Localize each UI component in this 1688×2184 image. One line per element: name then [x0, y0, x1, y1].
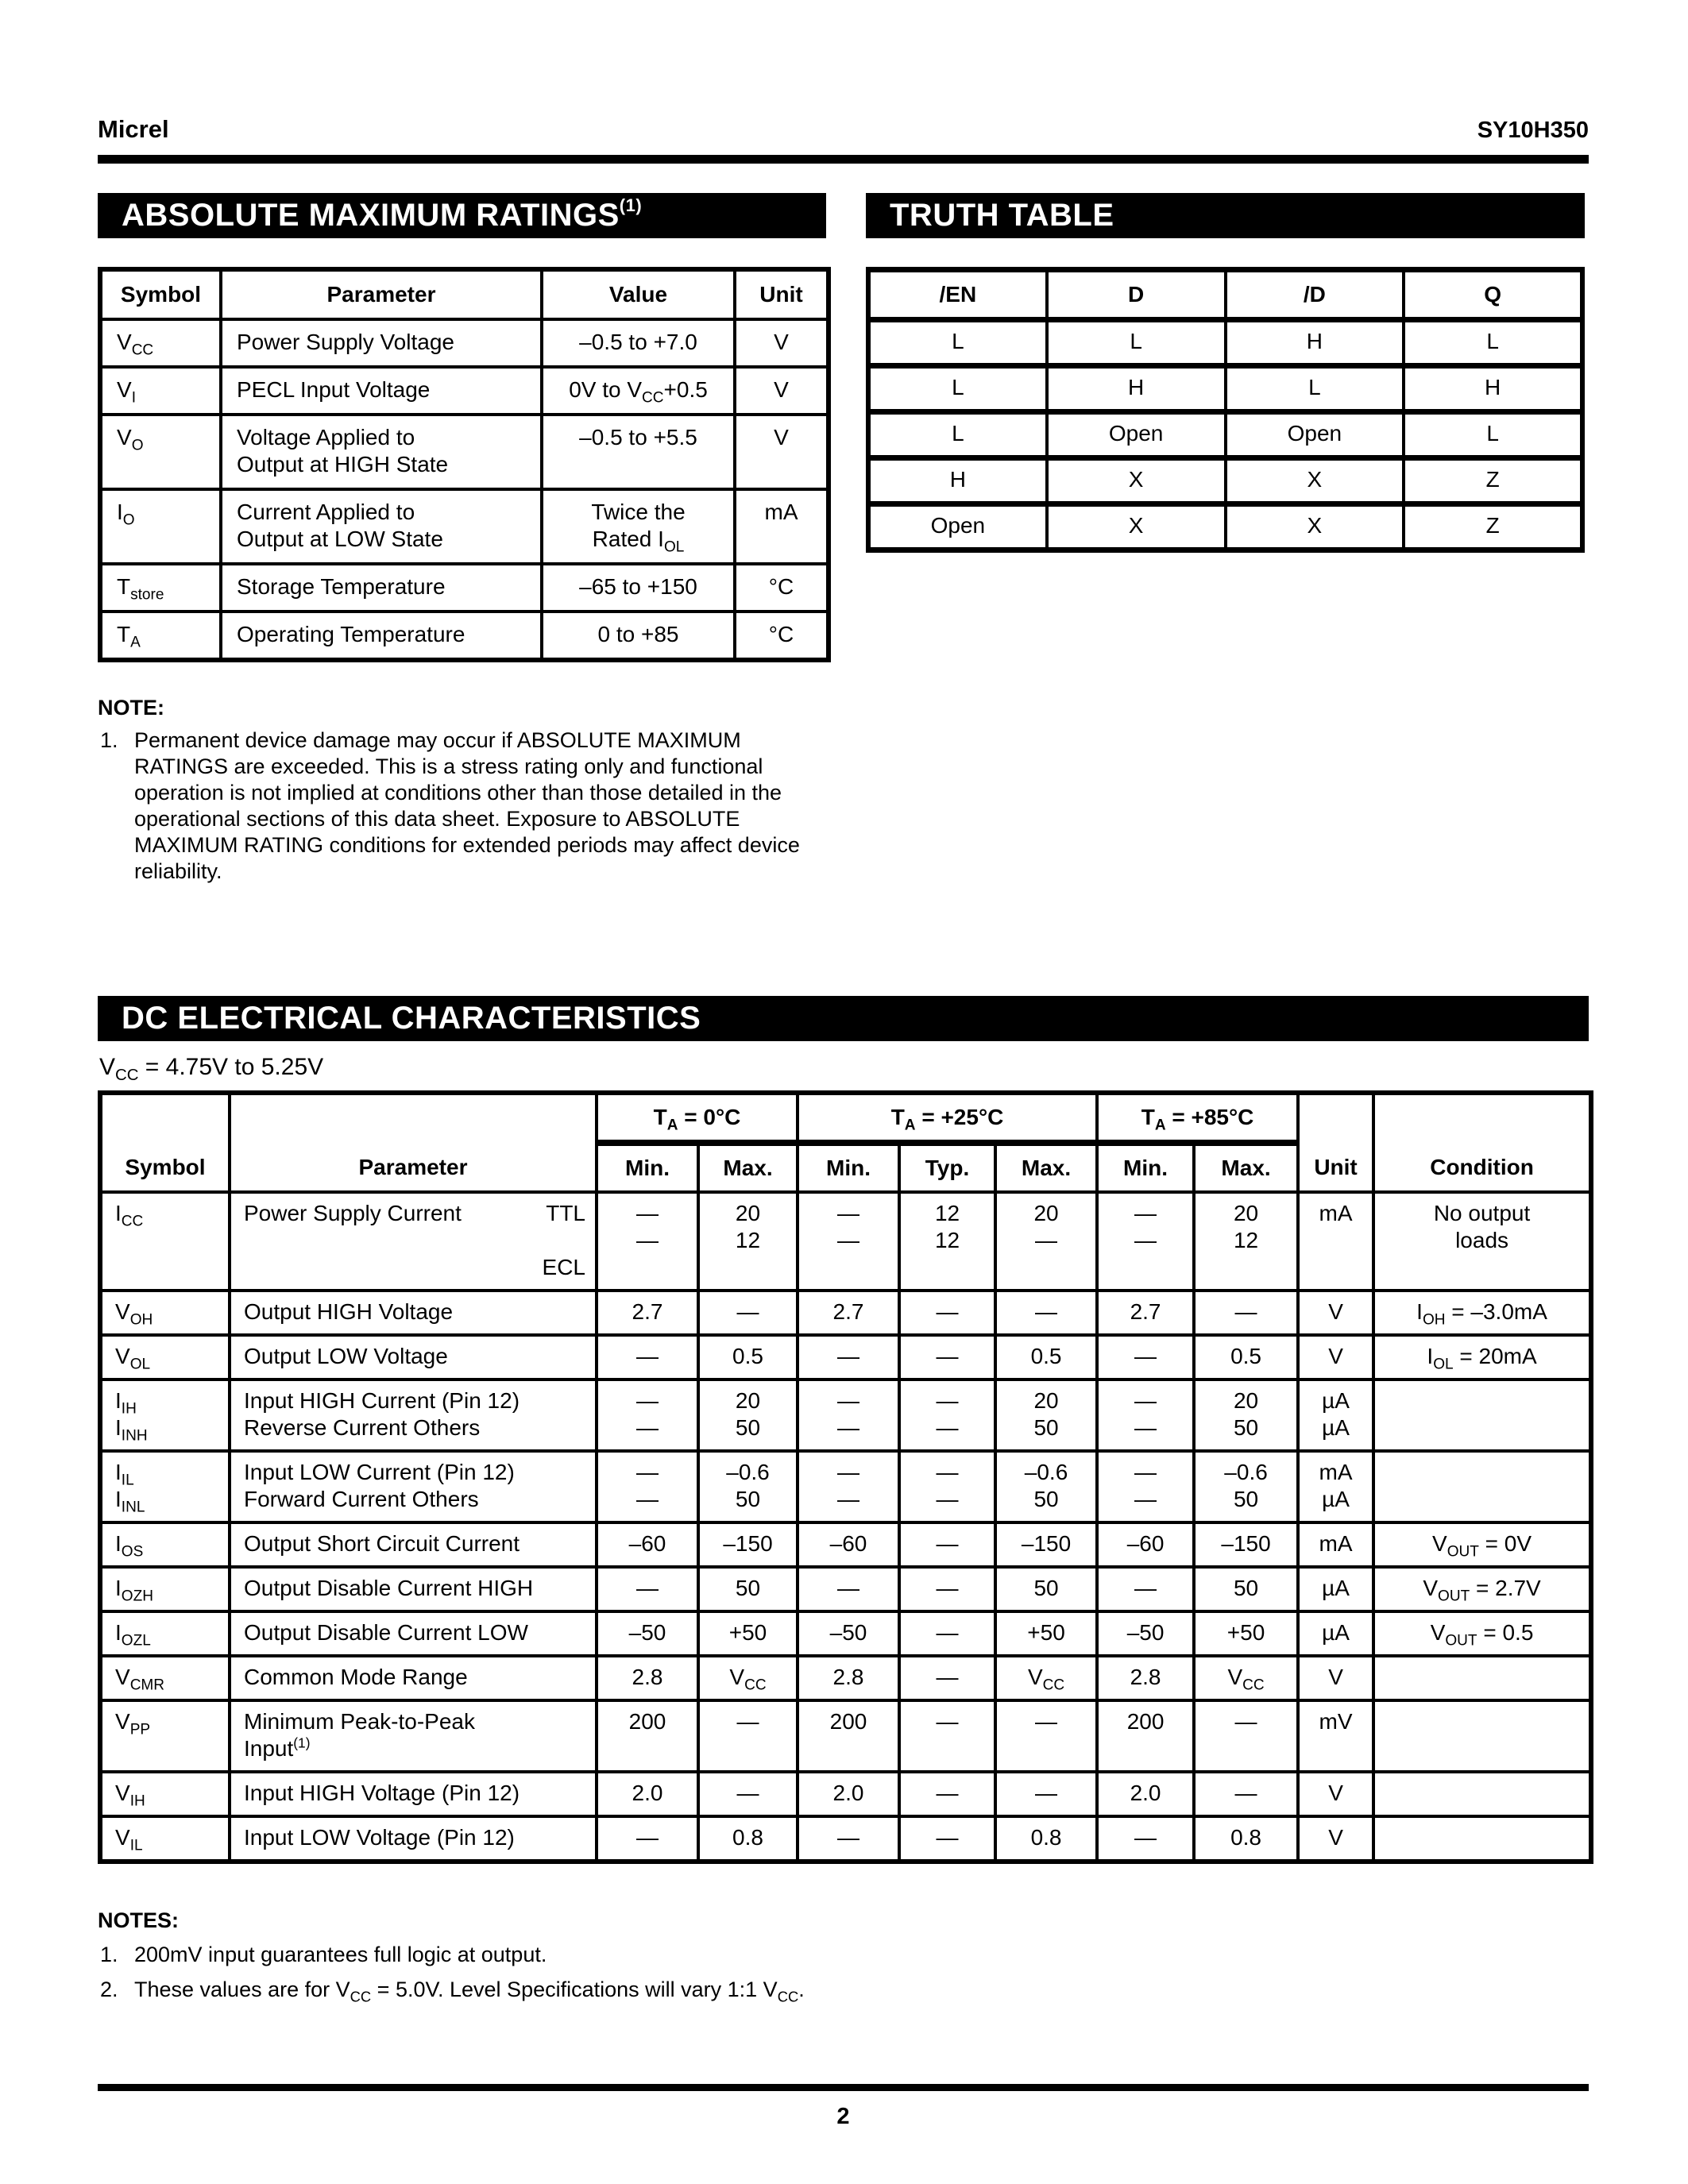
table-row	[868, 366, 1582, 412]
cell-max0: $V_{CC}$	[698, 1656, 798, 1700]
cell-symbol: $T_{store}$	[100, 564, 221, 612]
cell-max0: 20 12	[698, 1192, 798, 1291]
table-row	[100, 1192, 1591, 1291]
column-header-value: Value	[542, 269, 735, 319]
dc-characteristics-section	[98, 996, 1589, 2003]
cell-typ25: —	[899, 1772, 995, 1816]
cell-max25: 0.8	[995, 1816, 1097, 1862]
table-row	[868, 412, 1582, 458]
note-number: 1.	[100, 728, 118, 752]
cell-max85: 50	[1194, 1567, 1298, 1611]
cell-parameter: Minimum Peak-to-Peak Input$^{(1)}$	[230, 1700, 597, 1772]
table-row	[100, 489, 829, 564]
dc-table-header	[100, 1093, 1591, 1192]
cell-max0: +50	[698, 1611, 798, 1656]
subheader-min-0c: Min.	[597, 1143, 698, 1192]
table-row	[100, 612, 829, 660]
temp-group-85c: $T_A = +85^\circ C$	[1097, 1093, 1298, 1143]
absolute-maximum-table-header	[100, 269, 829, 319]
cell-min0: — —	[597, 1379, 698, 1451]
cell-symbol: $I_{IH}$ $I_{INH}$	[100, 1379, 230, 1451]
cell-min0: –50	[597, 1611, 698, 1656]
cell-dn: X	[1226, 504, 1404, 550]
cell-min25: — —	[798, 1192, 899, 1291]
cell-max85: 0.5	[1194, 1335, 1298, 1379]
cell-typ25: —	[899, 1522, 995, 1567]
table-row	[100, 1772, 1591, 1816]
part-number: SY10H350	[1477, 118, 1589, 143]
cell-d: L	[1047, 320, 1226, 366]
absolute-maximum-title: ABSOLUTE MAXIMUM RATINGS$^{(1)}$	[122, 195, 643, 233]
cell-min25: 2.8	[798, 1656, 899, 1700]
note-number: 2.	[100, 1978, 118, 2001]
cell-min0: 2.7	[597, 1291, 698, 1335]
cell-symbol: $I_{IL}$ $I_{INL}$	[100, 1451, 230, 1522]
cell-value: Twice the Rated $I_{OL}$	[542, 489, 735, 564]
table-row	[100, 1656, 1591, 1700]
note-title: NOTE:	[98, 696, 164, 720]
cell-unit: °C	[735, 612, 829, 660]
subheader-min-25c: Min.	[798, 1143, 899, 1192]
cell-parameter: Output LOW Voltage	[230, 1335, 597, 1379]
document-header	[98, 0, 1589, 144]
cell-min0: —	[597, 1816, 698, 1862]
cell-min85: –50	[1097, 1611, 1194, 1656]
cell-parameter: Power Supply Current TTL ECL	[230, 1192, 597, 1291]
cell-unit: mA µA	[1298, 1451, 1373, 1522]
cell-parameter: Input HIGH Voltage (Pin 12)	[230, 1772, 597, 1816]
cell-min85: — —	[1097, 1451, 1194, 1522]
cell-value: 0 to +85	[542, 612, 735, 660]
dc-table-body	[100, 1192, 1591, 1862]
cell-min25: —	[798, 1567, 899, 1611]
table-row	[868, 320, 1582, 366]
cell-min0: — —	[597, 1192, 698, 1291]
temp-group-25c: $T_A = +25^\circ C$	[798, 1093, 1097, 1143]
cell-parameter: Storage Temperature	[221, 564, 542, 612]
subheader-max-25c: Max.	[995, 1143, 1097, 1192]
truth-table-title-bar	[866, 193, 1585, 238]
cell-max25: —	[995, 1772, 1097, 1816]
cell-unit: V	[1298, 1291, 1373, 1335]
cell-condition	[1373, 1772, 1591, 1816]
cell-min0: –60	[597, 1522, 698, 1567]
header-rule	[98, 155, 1589, 164]
dc-condition-line: $V_{CC} = 4.75V$ to 5.25V	[99, 1054, 324, 1084]
cell-parameter: Output Short Circuit Current	[230, 1522, 597, 1567]
cell-max25: 50	[995, 1567, 1097, 1611]
cell-condition: No output loads	[1373, 1192, 1591, 1291]
cell-min0: 200	[597, 1700, 698, 1772]
cell-typ25: 12 12	[899, 1192, 995, 1291]
cell-min25: — —	[798, 1451, 899, 1522]
cell-parameter: Common Mode Range	[230, 1656, 597, 1700]
table-row	[100, 1335, 1591, 1379]
cell-q: Z	[1404, 458, 1582, 504]
cell-max25: +50	[995, 1611, 1097, 1656]
cell-max0: —	[698, 1772, 798, 1816]
table-row	[100, 1379, 1591, 1451]
column-header-condition: Condition	[1373, 1093, 1591, 1192]
cell-unit: µA µA	[1298, 1379, 1373, 1451]
cell-condition: $I_{OL} = 20mA$	[1373, 1335, 1591, 1379]
cell-min0: —	[597, 1335, 698, 1379]
table-row	[100, 1700, 1591, 1772]
cell-typ25: —	[899, 1291, 995, 1335]
absolute-maximum-title-bar	[98, 193, 826, 238]
cell-max85: —	[1194, 1291, 1298, 1335]
cell-en: L	[868, 366, 1047, 412]
column-header-en: /EN	[868, 270, 1047, 320]
cell-unit: mA	[735, 489, 829, 564]
table-row	[100, 319, 829, 367]
cell-condition	[1373, 1379, 1591, 1451]
note-number: 1.	[100, 1943, 118, 1966]
note-text: 200mV input guarantees full logic at output.	[134, 1943, 547, 1966]
cell-d: Open	[1047, 412, 1226, 458]
cell-symbol: $V_{IL}$	[100, 1816, 230, 1862]
cell-unit: µA	[1298, 1567, 1373, 1611]
cell-min85: —	[1097, 1816, 1194, 1862]
cell-max25: –0.6 50	[995, 1451, 1097, 1522]
cell-max85: 20 50	[1194, 1379, 1298, 1451]
cell-unit: V	[1298, 1335, 1373, 1379]
cell-unit: V	[735, 367, 829, 415]
cell-dn: Open	[1226, 412, 1404, 458]
table-row	[100, 1291, 1591, 1335]
cell-en: L	[868, 320, 1047, 366]
cell-symbol: $T_A$	[100, 612, 221, 660]
subheader-max-85c: Max.	[1194, 1143, 1298, 1192]
cell-max25: —	[995, 1700, 1097, 1772]
cell-max25: —	[995, 1291, 1097, 1335]
cell-max85: 20 12	[1194, 1192, 1298, 1291]
cell-max85: –150	[1194, 1522, 1298, 1567]
dc-notes	[98, 1908, 1589, 2003]
cell-unit: µA	[1298, 1611, 1373, 1656]
cell-typ25: —	[899, 1656, 995, 1700]
table-row	[100, 1611, 1591, 1656]
cell-min25: 200	[798, 1700, 899, 1772]
cell-symbol: $V_I$	[100, 367, 221, 415]
cell-max25: $V_{CC}$	[995, 1656, 1097, 1700]
cell-min25: — —	[798, 1379, 899, 1451]
cell-unit: mA	[1298, 1522, 1373, 1567]
cell-parameter: PECL Input Voltage	[221, 367, 542, 415]
cell-condition	[1373, 1816, 1591, 1862]
column-header-q: Q	[1404, 270, 1582, 320]
cell-max25: 0.5	[995, 1335, 1097, 1379]
truth-table	[866, 267, 1585, 553]
cell-max0: 0.5	[698, 1335, 798, 1379]
column-header-unit: Unit	[735, 269, 829, 319]
cell-dn: X	[1226, 458, 1404, 504]
cell-min25: —	[798, 1335, 899, 1379]
column-header-symbol: Symbol	[100, 269, 221, 319]
table-row	[100, 415, 829, 489]
cell-max0: —	[698, 1291, 798, 1335]
truth-table-header	[868, 270, 1582, 320]
cell-symbol: $V_{PP}$	[100, 1700, 230, 1772]
cell-parameter: Input LOW Voltage (Pin 12)	[230, 1816, 597, 1862]
table-row	[100, 1522, 1591, 1567]
absolute-maximum-note	[98, 696, 826, 885]
cell-min85: —	[1097, 1567, 1194, 1611]
cell-max85: –0.6 50	[1194, 1451, 1298, 1522]
subheader-min-85c: Min.	[1097, 1143, 1194, 1192]
cell-value: –65 to +150	[542, 564, 735, 612]
cell-symbol: $I_{OZL}$	[100, 1611, 230, 1656]
note-item	[98, 1942, 1589, 1968]
cell-max0: 50	[698, 1567, 798, 1611]
cell-unit: mV	[1298, 1700, 1373, 1772]
cell-parameter: Input HIGH Current (Pin 12) Reverse Current Others	[230, 1379, 597, 1451]
dc-title-bar	[98, 996, 1589, 1041]
cell-min85: 2.8	[1097, 1656, 1194, 1700]
cell-symbol: $I_O$	[100, 489, 221, 564]
cell-unit: V	[735, 415, 829, 489]
column-header-symbol: Symbol	[100, 1093, 230, 1192]
cell-max85: $V_{CC}$	[1194, 1656, 1298, 1700]
note-text: These values are for $V_{CC} = 5.0V$. Level Specifications will vary 1:1 $V_{CC}$.	[134, 1978, 805, 2005]
cell-parameter: Power Supply Voltage	[221, 319, 542, 367]
cell-max25: –150	[995, 1522, 1097, 1567]
cell-min85: 2.0	[1097, 1772, 1194, 1816]
cell-typ25: —	[899, 1816, 995, 1862]
cell-min25: 2.7	[798, 1291, 899, 1335]
cell-q: Z	[1404, 504, 1582, 550]
cell-typ25: —	[899, 1335, 995, 1379]
page-footer	[98, 2084, 1589, 2130]
cell-symbol: $V_{OL}$	[100, 1335, 230, 1379]
cell-unit: °C	[735, 564, 829, 612]
table-row	[100, 1567, 1591, 1611]
note-item	[98, 1977, 1589, 2003]
absolute-maximum-table-body	[100, 319, 829, 660]
temp-group-0c: $T_A = 0^\circ C$	[597, 1093, 798, 1143]
cell-typ25: —	[899, 1700, 995, 1772]
cell-max0: 20 50	[698, 1379, 798, 1451]
cell-min25: –60	[798, 1522, 899, 1567]
footer-rule	[98, 2084, 1589, 2091]
cell-min85: — —	[1097, 1379, 1194, 1451]
cell-min0: 2.0	[597, 1772, 698, 1816]
notes-title: NOTES:	[98, 1908, 180, 1932]
table-row	[100, 367, 829, 415]
cell-min0: 2.8	[597, 1656, 698, 1700]
table-row	[868, 458, 1582, 504]
column-header-parameter: Parameter	[230, 1093, 597, 1192]
cell-d: H	[1047, 366, 1226, 412]
cell-parameter: Current Applied to Output at LOW State	[221, 489, 542, 564]
cell-min85: —	[1097, 1335, 1194, 1379]
table-row	[100, 1816, 1591, 1862]
cell-symbol: $I_{CC}$	[100, 1192, 230, 1291]
table-row	[100, 1451, 1591, 1522]
cell-symbol: $V_O$	[100, 415, 221, 489]
cell-symbol: $V_{CMR}$	[100, 1656, 230, 1700]
column-header-parameter: Parameter	[221, 269, 542, 319]
cell-max85: 0.8	[1194, 1816, 1298, 1862]
cell-max25: 20 50	[995, 1379, 1097, 1451]
cell-typ25: — —	[899, 1379, 995, 1451]
cell-unit: mA	[1298, 1192, 1373, 1291]
table-row	[100, 564, 829, 612]
cell-unit: V	[1298, 1656, 1373, 1700]
truth-table-column	[866, 193, 1585, 553]
absolute-maximum-column	[98, 193, 826, 885]
cell-condition: $I_{OH} = -3.0mA$	[1373, 1291, 1591, 1335]
cell-symbol: $V_{CC}$	[100, 319, 221, 367]
cell-min0: —	[597, 1567, 698, 1611]
cell-condition: $V_{OUT} = 0V$	[1373, 1522, 1591, 1567]
two-column-area	[98, 193, 1589, 885]
cell-unit: V	[735, 319, 829, 367]
subheader-max-0c: Max.	[698, 1143, 798, 1192]
cell-q: L	[1404, 412, 1582, 458]
cell-q: L	[1404, 320, 1582, 366]
cell-unit: V	[1298, 1816, 1373, 1862]
cell-parameter: Operating Temperature	[221, 612, 542, 660]
cell-max0: –150	[698, 1522, 798, 1567]
cell-min85: 200	[1097, 1700, 1194, 1772]
cell-typ25: — —	[899, 1451, 995, 1522]
cell-min25: —	[798, 1816, 899, 1862]
table-row	[868, 504, 1582, 550]
cell-d: X	[1047, 458, 1226, 504]
cell-max85: +50	[1194, 1611, 1298, 1656]
cell-d: X	[1047, 504, 1226, 550]
cell-condition: $V_{OUT} = 2.7V$	[1373, 1567, 1591, 1611]
column-header-d: D	[1047, 270, 1226, 320]
cell-min85: 2.7	[1097, 1291, 1194, 1335]
cell-symbol: $V_{IH}$	[100, 1772, 230, 1816]
cell-max0: —	[698, 1700, 798, 1772]
cell-max0: 0.8	[698, 1816, 798, 1862]
cell-symbol: $I_{OS}$	[100, 1522, 230, 1567]
cell-parameter: Output Disable Current LOW	[230, 1611, 597, 1656]
cell-typ25: —	[899, 1567, 995, 1611]
cell-unit: V	[1298, 1772, 1373, 1816]
cell-condition	[1373, 1656, 1591, 1700]
cell-max25: 20 —	[995, 1192, 1097, 1291]
cell-min25: 2.0	[798, 1772, 899, 1816]
cell-en: Open	[868, 504, 1047, 550]
cell-value: –0.5 to +7.0	[542, 319, 735, 367]
column-header-unit: Unit	[1298, 1093, 1373, 1192]
dc-characteristics-table	[98, 1090, 1593, 1864]
subheader-typ-25c: Typ.	[899, 1143, 995, 1192]
cell-symbol: $V_{OH}$	[100, 1291, 230, 1335]
dc-title: DC ELECTRICAL CHARACTERISTICS	[122, 1001, 701, 1036]
cell-parameter: Voltage Applied to Output at HIGH State	[221, 415, 542, 489]
absolute-maximum-table	[98, 267, 831, 662]
cell-q: H	[1404, 366, 1582, 412]
note-item	[98, 727, 826, 885]
brand-name: Micrel	[98, 115, 169, 143]
cell-value: –0.5 to +5.5	[542, 415, 735, 489]
cell-en: H	[868, 458, 1047, 504]
column-header-dn: /D	[1226, 270, 1404, 320]
cell-condition	[1373, 1451, 1591, 1522]
cell-symbol: $I_{OZH}$	[100, 1567, 230, 1611]
cell-min85: –60	[1097, 1522, 1194, 1567]
cell-min25: –50	[798, 1611, 899, 1656]
cell-parameter: Output Disable Current HIGH	[230, 1567, 597, 1611]
cell-max0: –0.6 50	[698, 1451, 798, 1522]
cell-parameter: Output HIGH Voltage	[230, 1291, 597, 1335]
truth-table-body	[868, 320, 1582, 550]
note-text: Permanent device damage may occur if ABSOLUTE MAXIMUM RATINGS are exceeded. This is a stress rating only and functional operation is not implied at conditions other than those detailed in the operational sections of this data sheet. Exposure to ABSOLUTE MAXIMUM RATING conditions for extended periods may affect device reliability.	[134, 728, 800, 883]
truth-table-title: TRUTH TABLE	[890, 198, 1114, 233]
cell-condition: $V_{OUT} = 0.5$	[1373, 1611, 1591, 1656]
cell-condition	[1373, 1700, 1591, 1772]
cell-en: L	[868, 412, 1047, 458]
cell-value: 0V to $V_{CC}+0.5$	[542, 367, 735, 415]
cell-max85: —	[1194, 1700, 1298, 1772]
cell-dn: L	[1226, 366, 1404, 412]
cell-min85: — —	[1097, 1192, 1194, 1291]
page-number: 2	[836, 2104, 850, 2129]
cell-typ25: —	[899, 1611, 995, 1656]
cell-parameter: Input LOW Current (Pin 12) Forward Current Others	[230, 1451, 597, 1522]
cell-max85: —	[1194, 1772, 1298, 1816]
cell-min0: — —	[597, 1451, 698, 1522]
cell-dn: H	[1226, 320, 1404, 366]
